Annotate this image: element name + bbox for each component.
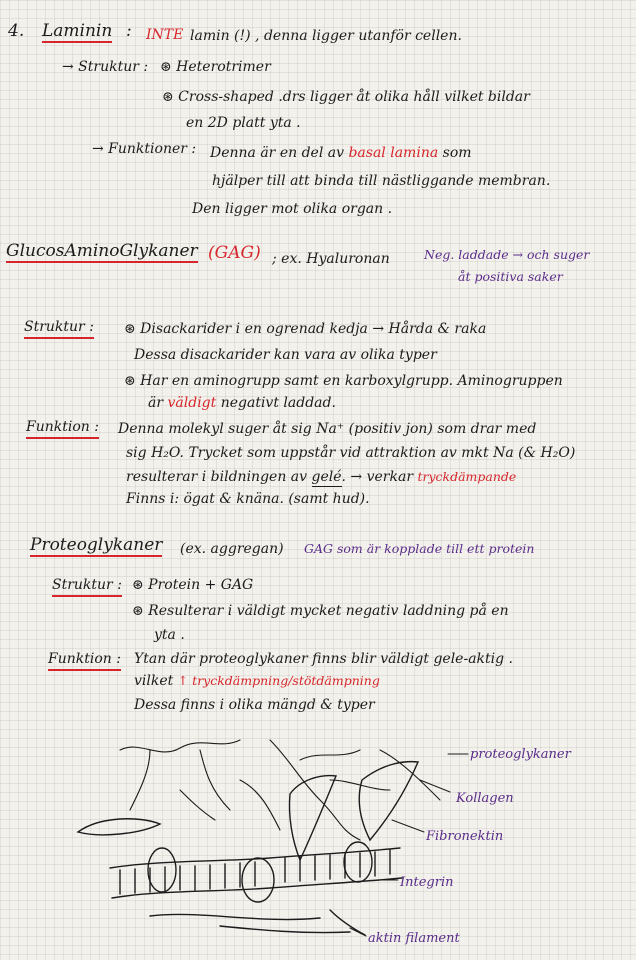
gag-funktion-line3: [126, 468, 516, 486]
actin-filaments: [150, 910, 365, 935]
laminin-struktur-item1: ⊛ Heterotrimer: [160, 59, 271, 75]
laminin-struktur-item2-line2: en 2D platt yta .: [186, 115, 301, 131]
laminin-colon: :: [126, 21, 132, 41]
cell-membrane: [110, 848, 402, 898]
gag-title: GlucosAminoGlykaner: [6, 241, 198, 261]
proteo-struktur-2-line2: yta .: [154, 627, 185, 643]
gag-f3-gel: gelé: [311, 469, 342, 485]
gag-s2-text-b: negativt laddad.: [220, 395, 336, 411]
gag-s2-valdigt: väldigt: [167, 395, 217, 411]
proteo-funktion-line3: Dessa finns i olika mängd & typer: [134, 697, 375, 713]
laminin-title: Laminin: [42, 21, 113, 41]
laminin-funktion-text: Denna är en del av: [210, 145, 345, 161]
gag-struktur-1-line1: ⊛ Disackarider i en ogrenad kedja → Hårda & raka: [124, 321, 487, 337]
laminin-funktion-label: → Funktioner :: [92, 141, 197, 157]
section-number: 4.: [8, 21, 25, 41]
gag-struktur-label: Struktur :: [24, 318, 94, 339]
gag-example: ; ex. Hyaluronan: [272, 251, 390, 267]
gag-funktion-label: Funktion :: [26, 418, 99, 439]
gag-note-line2: åt positiva saker: [458, 269, 563, 284]
proteo-struktur-2-line1: ⊛ Resulterar i väldigt mycket negativ laddning på en: [132, 603, 509, 619]
gag-f3-text-a: resulterar i bildningen av: [126, 469, 308, 485]
ecm-diagram: [0, 720, 636, 960]
gag-s2-text-a: är: [148, 395, 164, 411]
proteo-example: (ex. aggregan): [180, 541, 284, 557]
gag-funktion-line4: Finns i: ögat & knäna. (samt hud).: [126, 491, 370, 507]
proteo-note: GAG som är kopplade till ett protein: [304, 541, 535, 556]
laminin-basal-lamina: basal lamina: [348, 145, 439, 161]
label-aktin-filament: aktin filament: [368, 931, 460, 946]
laminin-funktion-line1: [210, 144, 472, 162]
collagen-fibres: [78, 762, 418, 860]
proteo-title: Proteoglykaner: [30, 535, 163, 555]
laminin-struktur-item2-line1: ⊛ Cross-shaped .drs ligger åt olika håll vilket bildar: [162, 89, 530, 105]
integrins: [148, 842, 372, 902]
gag-abbr: (GAG): [208, 243, 261, 263]
proteo-funktion-label: Funktion :: [48, 650, 121, 671]
laminin-struktur-label: → Struktur :: [62, 59, 149, 75]
laminin-funktion-text2: som: [442, 145, 472, 161]
proteo-struktur-1: ⊛ Protein + GAG: [132, 577, 254, 593]
gag-f3-tryckdampande: tryckdämpande: [417, 469, 517, 484]
gag-struktur-1-line2: Dessa disackarider kan vara av olika typer: [134, 347, 437, 363]
proteo-f2-text: vilket: [134, 673, 174, 689]
laminin-funktion-line2: hjälper till att binda till nästliggande membran.: [212, 173, 551, 189]
gag-struktur-2-line1: ⊛ Har en aminogrupp samt en karboxylgrupp. Aminogruppen: [124, 373, 563, 389]
label-proteoglykaner: proteoglykaner: [470, 747, 571, 762]
gag-struktur-2-line2: [148, 394, 336, 412]
label-kollagen: Kollagen: [456, 791, 514, 806]
proteo-funktion-line1: Ytan där proteoglykaner finns blir väldigt gele-aktig .: [134, 651, 513, 667]
laminin-inte: INTE: [146, 27, 184, 43]
label-integrin: Integrin: [400, 875, 454, 890]
proteo-struktur-label: Struktur :: [52, 576, 122, 597]
gag-note-line1: Neg. laddade → och suger: [424, 247, 590, 262]
label-fibronektin: Fibronektin: [426, 829, 504, 844]
laminin-funktion-line3: Den ligger mot olika organ .: [192, 201, 393, 217]
proteo-funktion-line2: [134, 672, 380, 690]
gag-funktion-line2: sig H₂O. Trycket som uppstår vid attraktion av mkt Na (& H₂O): [126, 445, 576, 461]
gag-f3-text-b: . → verkar: [341, 469, 414, 485]
proteoglycan-branches: [120, 740, 440, 840]
laminin-line1: lamin (!) , denna ligger utanför cellen.: [190, 28, 462, 44]
proteo-f2-tryckdampning: ↑ tryckdämpning/stötdämpning: [177, 673, 380, 688]
gag-funktion-line1: Denna molekyl suger åt sig Na⁺ (positiv jon) som drar med: [118, 421, 537, 437]
